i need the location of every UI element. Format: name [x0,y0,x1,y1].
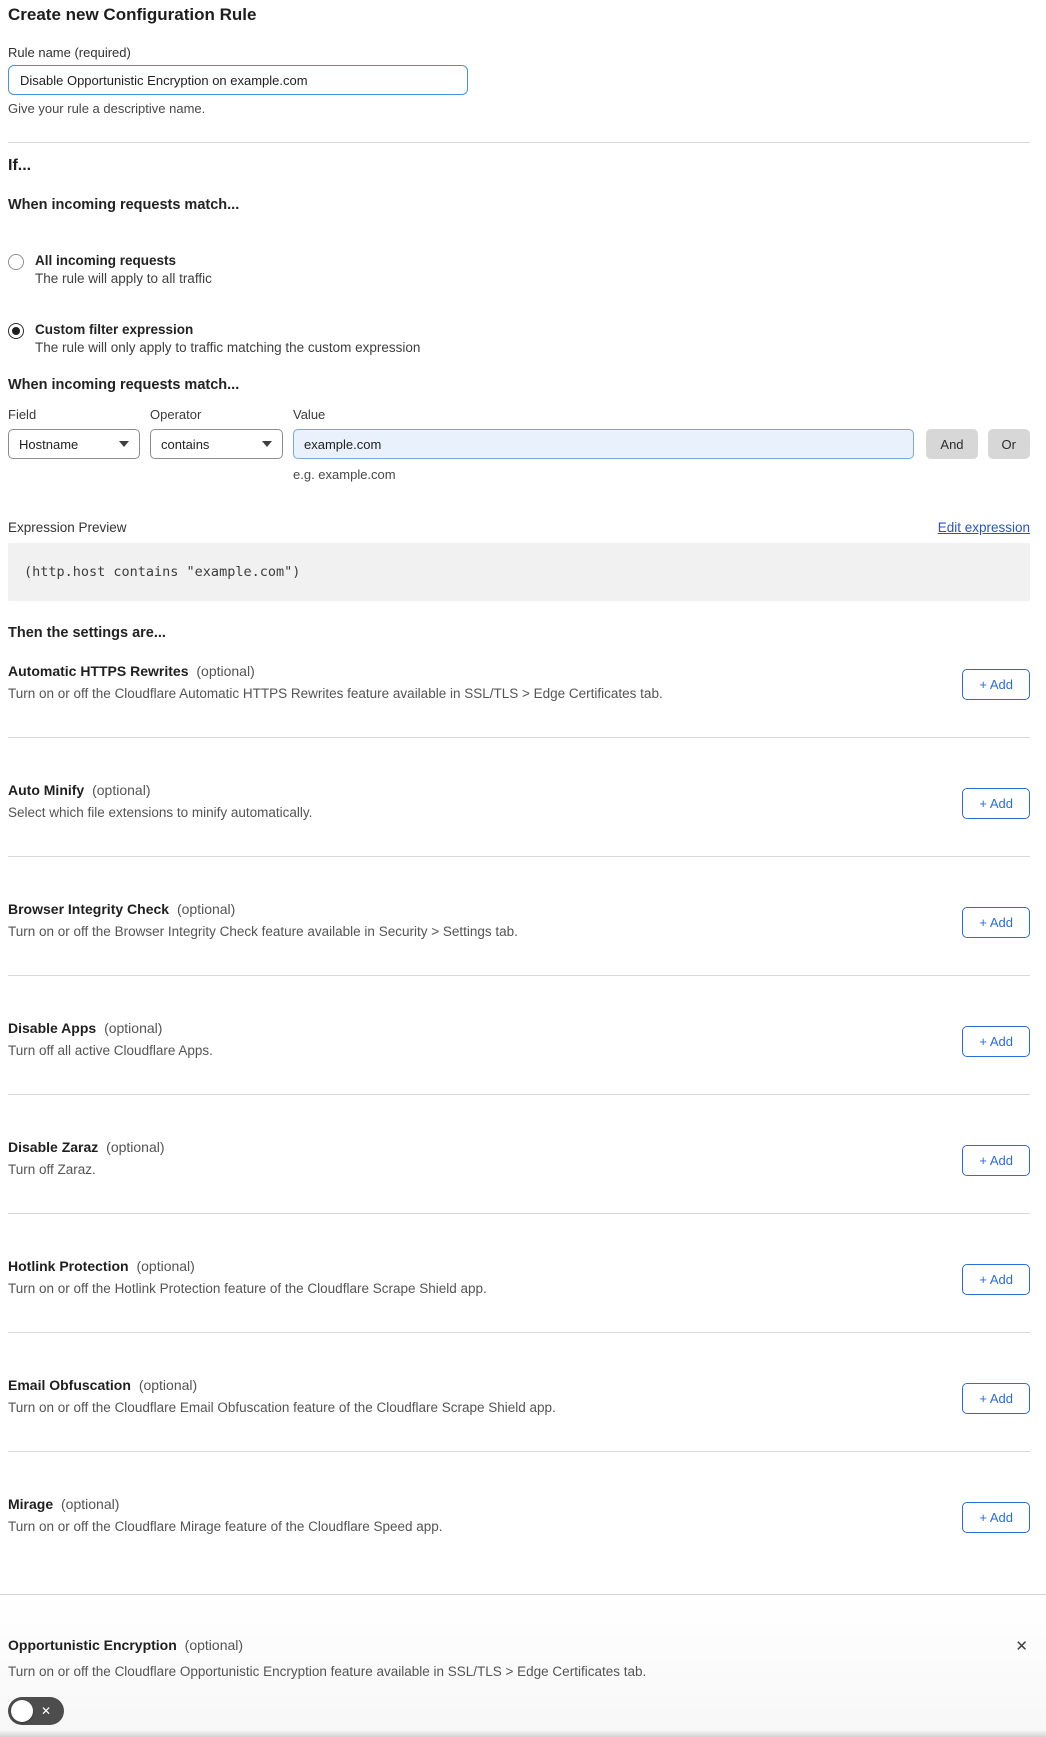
add-button[interactable]: + Add [962,669,1030,700]
section-divider [8,142,1030,143]
add-button[interactable]: + Add [962,907,1030,938]
setting-section-email-obfuscation [8,1333,1030,1452]
or-button[interactable]: Or [988,429,1030,459]
add-button[interactable]: + Add [962,1264,1030,1295]
radio-checked-icon[interactable] [8,323,24,339]
optional-label: (optional) [176,901,236,917]
chevron-down-icon [262,441,272,447]
setting-description: Turn off Zaraz. [8,1162,96,1177]
optional-label: (optional) [61,1496,120,1512]
operator-select[interactable] [150,429,283,459]
and-button[interactable]: And [926,429,977,459]
optional-label: (optional) [184,1637,244,1653]
filter-builder-heading: When incoming requests match... [8,377,240,393]
setting-section-disable-apps [8,976,1030,1095]
setting-name: Browser Integrity Check [8,901,170,917]
add-button[interactable]: + Add [962,1383,1030,1414]
setting-name: Opportunistic Encryption [8,1637,177,1653]
setting-description: Turn on or off the Cloudflare Automatic HTTPS Rewrites feature available in SSL/TLS > Edge Certificates tab. [8,686,663,701]
toggle-knob [11,1700,33,1722]
rule-name-label: Rule name (required) [8,45,131,60]
radio-option-all-incoming-requests[interactable] [8,253,1030,286]
expression-preview-label: Expression Preview [8,520,127,535]
operator-label: Operator [150,407,202,422]
setting-name: Hotlink Protection [8,1258,129,1274]
if-heading: If... [8,157,32,174]
page-title: Create new Configuration Rule [8,5,257,24]
operator-select-value: contains [161,436,210,452]
expression-code: (http.host contains "example.com") [24,564,301,580]
setting-description: Select which file extensions to minify automatically. [8,805,313,820]
setting-section-disable-zaraz [8,1095,1030,1214]
opportunistic-encryption-panel [0,1594,1046,1737]
rule-name-help: Give your rule a descriptive name. [8,101,206,116]
setting-description: Turn off all active Cloudflare Apps. [8,1043,213,1058]
setting-description: Turn on or off the Cloudflare Mirage feature of the Cloudflare Speed app. [8,1519,443,1534]
setting-section-automatic-https-rewrites [8,641,1030,738]
value-input[interactable] [293,429,914,459]
setting-name: Mirage [8,1496,54,1512]
toggle-off-icon: ✕ [41,1704,52,1718]
setting-section-auto-minify [8,738,1030,857]
radio-description: The rule will only apply to traffic matching the custom expression [35,340,421,355]
field-select-value: Hostname [19,436,79,452]
setting-section-browser-integrity-check [8,857,1030,976]
value-help: e.g. example.com [293,467,396,482]
radio-option-custom-filter-expression[interactable] [8,322,1030,355]
setting-name: Auto Minify [8,782,85,798]
setting-section-hotlink-protection [8,1214,1030,1333]
add-button[interactable]: + Add [962,788,1030,819]
setting-description: Turn on or off the Browser Integrity Check feature available in Security > Settings tab. [8,924,518,939]
optional-label: (optional) [92,782,151,798]
rule-name-input[interactable] [8,65,468,95]
chevron-down-icon [119,441,129,447]
optional-label: (optional) [106,1139,165,1155]
radio-label: Custom filter expression [35,322,194,337]
setting-section-mirage [8,1452,1030,1570]
setting-name: Automatic HTTPS Rewrites [8,663,189,679]
radio-description: The rule will apply to all traffic [35,271,212,286]
filter-builder-row [8,407,1030,482]
value-label: Value [293,407,326,422]
expression-preview-box [8,543,1030,601]
optional-label: (optional) [104,1020,163,1036]
add-button[interactable]: + Add [962,1026,1030,1057]
optional-label: (optional) [136,1258,195,1274]
setting-name: Disable Zaraz [8,1139,99,1155]
then-settings-heading: Then the settings are... [8,625,166,641]
radio-label: All incoming requests [35,253,177,268]
opportunistic-encryption-toggle[interactable] [8,1697,64,1725]
radio-unchecked-icon[interactable] [8,254,24,270]
field-label: Field [8,407,37,422]
add-button[interactable]: + Add [962,1145,1030,1176]
setting-description: Turn on or off the Cloudflare Email Obfuscation feature of the Cloudflare Scrape Shield app. [8,1400,556,1415]
optional-label: (optional) [196,663,255,679]
incoming-requests-heading: When incoming requests match... [8,197,240,213]
close-icon[interactable]: ✕ [1015,1638,1028,1655]
optional-label: (optional) [138,1377,198,1393]
setting-name: Disable Apps [8,1020,97,1036]
edit-expression-link[interactable]: Edit expression [937,520,1030,535]
setting-name: Email Obfuscation [8,1377,131,1393]
field-select[interactable] [8,429,140,459]
add-button[interactable]: + Add [962,1502,1030,1533]
setting-description: Turn on or off the Hotlink Protection feature of the Cloudflare Scrape Shield app. [8,1281,487,1296]
setting-description: Turn on or off the Cloudflare Opportunistic Encryption feature available in SSL/TLS > Edge Certificates tab. [8,1664,647,1679]
